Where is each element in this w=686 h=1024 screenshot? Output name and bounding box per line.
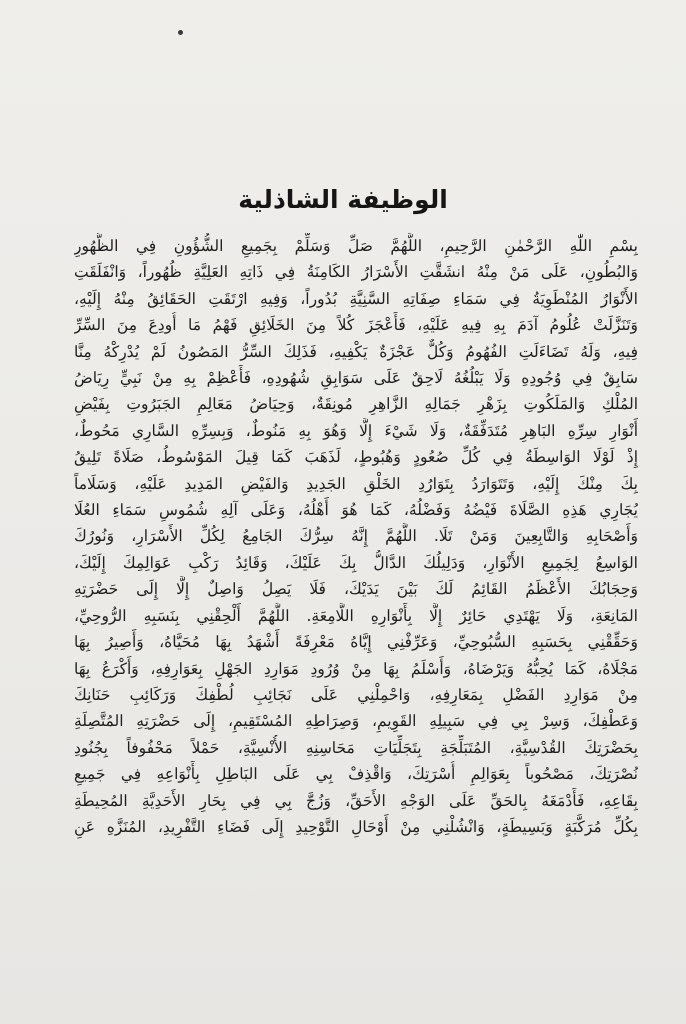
text-line: نُصْرَتِكَ، مَصْحُوباً بِعَوَالِمِ أُسْرَتِكَ، وَاقْذِفْ بِي عَلَى البَاطِلِ بِأَنْوَاعِهِ فِي جَمِيعِ <box>74 765 638 784</box>
text-line: سَابِقٌ فِي وُجُودِهِ وَلَا يَبْلُغُهُ لَاحِقٌ عَلَى سَوَابِقِ شُهُودِهِ، فَأَعْظِمْ بِهِ مِنْ نَبِيٍّ رِيَاضُ <box>74 369 638 388</box>
text-line: الوَاسِعُ لِجَمِيعِ الأَنْوَارِ، وَدَلِيلُكَ الدَّالُّ بِكَ عَلَيْكَ، وَقَائِدُ رَكْبِ عَوَالِمِكَ إِلَيْكَ، <box>74 553 638 572</box>
text-line: وَأَصْحَابِهِ وَالتَّابِعِينَ وَمَنْ تَلَا. اللَّهُمَّ إِنَّهُ سِرُّكَ الجَامِعُ لِكُلِّ الأَسْرَارِ، وَنُورُكَ <box>74 527 638 546</box>
text-line: بِقَاعِهِ، فَأَدْمَغَهُ بِالحَقِّ عَلَى الوَجْهِ الأَحَقِّ، وَزُجَّ بِي فِي بِحَارِ الأَحَدِيَّةِ المُحِيطَةِ <box>74 791 638 810</box>
text-line: الأَنْوَارُ المُنْطَوِيَةُ فِي سَمَاءِ صِفَاتِهِ السَّنِيَّةِ بُدُوراً، وَفِيهِ ارْتَقَتِ الحَقَائِقُ مِنْهُ إِلَيْهِ، <box>74 289 638 308</box>
text-line: مِنْ مَوَارِدِ الفَضْلِ بِمَعَارِفِهِ، وَاحْمِلْنِي عَلَى نَجَائِبِ لُطْفِكَ وَرَكَائِبِ حَنَانِكَ <box>74 685 638 704</box>
text-line: أَنْوَارِ سِرِّهِ البَاهِرِ مُتَدَفِّقَةٌ، وَلَا شَيْءَ إِلَّا وَهُوَ بِهِ مَنُوطٌ، وَبِسِرِّهِ السَّارِي مَحُوطٌ، <box>74 421 638 440</box>
text-line: وَحَقِّقْنِي بِحَسَبِهِ السُّبُوحِيِّ، وَعَرِّفْنِي إِيَّاهُ مَعْرِفَةً أَشْهَدُ بِهَا مُحَيَّاهُ، وَأَصِيرُ بِهَا <box>74 633 638 652</box>
text-line: وَحِجَابُكَ الأَعْظَمُ القَائِمُ لَكَ بَيْنَ يَدَيْكَ، فَلَا يَصِلُ وَاصِلٌ إِلَّا إِلَى حَضْرَتِهِ <box>74 580 638 599</box>
text-line: بِسْمِ اللّٰهِ الرَّحْمٰنِ الرَّحِيمِ، اللَّهُمَّ صَلِّ وَسَلِّمْ بِجَمِيعِ الشُّؤُونِ فِي الظُّهُورِ <box>74 237 638 255</box>
body-paragraph <box>74 233 638 840</box>
text-line: مَجْلَاهُ، كَمَا يُحِبُّهُ وَيَرْضَاهُ، وَأَسْلَمُ بِهَا مِنْ وُرُودِ مَوَارِدِ الجَهْلِ بِعَوَارِفِهِ، وَأَكْرَعُ بِهَا <box>74 659 638 678</box>
ink-speck <box>178 30 183 35</box>
text-line: بِكُلِّ مُرَكَّبَةٍ وَبَسِيطَةٍ، وَانْشُلْنِي مِنْ أَوْحَالِ التَّوْحِيدِ إِلَى فَضَاءِ التَّفْرِيدِ، المُنَزَّهِ عَنِ <box>74 817 638 836</box>
text-line: بِكَ مِنْكَ إِلَيْهِ، وَتَتَوَارَدُ بِتَوَارُدِ الخَلْقِ الجَدِيدِ وَالفَيْضِ المَدِيدِ عَلَيْهِ، وَسَلَاماً <box>74 474 638 493</box>
text-line: وَالبُطُونِ، عَلَى مَنْ مِنْهُ انشَقَّتِ الأَسْرَارُ الكَامِنَةُ فِي ذَاتِهِ العَلِيَّةِ ظُهُوراً، وَانْفَلَقَتِ <box>74 263 638 282</box>
text-line: بِحَضْرَتِكَ القُدْسِيَّةِ، المُتَبَلِّجَةِ بِتَجَلِّيَاتِ مَحَاسِنِهِ الأُنْسِيَّةِ، حَمْلاً مَحْفُوفاً بِجُنُودِ <box>74 738 638 757</box>
text-line: يُجَارِي هَذِهِ الصَّلَاةَ فَيْضُهُ وَفَضْلُهُ، كَمَا هُوَ أَهْلُهُ، وَعَلَى آلِهِ شُمُوسِ سَمَاءِ العُلَا <box>74 501 638 520</box>
text-line: إِذْ لَوْلَا الوَاسِطَةُ فِي كُلِّ صُعُودٍ وَهُبُوطٍ، لَذَهَبَ كَمَا قِيلَ المَوْسُوطُ، صَلَاةً تَلِيقُ <box>74 448 638 467</box>
text-line: المَانِعَةِ، وَلَا يَهْتَدِي حَائِرٌ إِلَّا بِأَنْوَارِهِ اللَّامِعَةِ. اللَّهُمَّ أَلْحِقْنِي بِنَسَبِهِ الرُّوحِيِّ، <box>74 606 638 625</box>
text-line: وَتَنَزَّلَتْ عُلُومُ آدَمَ بِهِ فِيهِ عَلَيْهِ، فَأَعْجَزَ كُلاً مِنَ الخَلَائِقِ فَهْمُ مَا أُودِعَ مِنَ السِّرِّ <box>74 316 638 335</box>
text-line: وَعَطْفِكَ، وَسِرْ بِي فِي سَبِيلِهِ القَوِيمِ، وَصِرَاطِهِ المُسْتَقِيمِ، إِلَى حَضْرَتِهِ المُتَّصِلَةِ <box>74 712 638 731</box>
text-line: المُلْكِ وَالمَلَكُوتِ بِزَهْرِ جَمَالِهِ الزَّاهِرِ مُونِقَةٌ، وَحِيَاضُ مَعَالِمِ الجَبَرُوتِ بِفَيْضِ <box>74 395 638 414</box>
page-title: الوظيفة الشاذلية <box>238 184 448 214</box>
text-line: فِيهِ، وَلَهُ تَضَاءَلَتِ الفُهُومُ وَكُلٌّ عَجْزَةٌ يَكْفِيهِ، فَذَلِكَ السِّرُّ المَصُونُ لَمْ يُدْرِكْهُ مِنَّا <box>74 342 638 361</box>
